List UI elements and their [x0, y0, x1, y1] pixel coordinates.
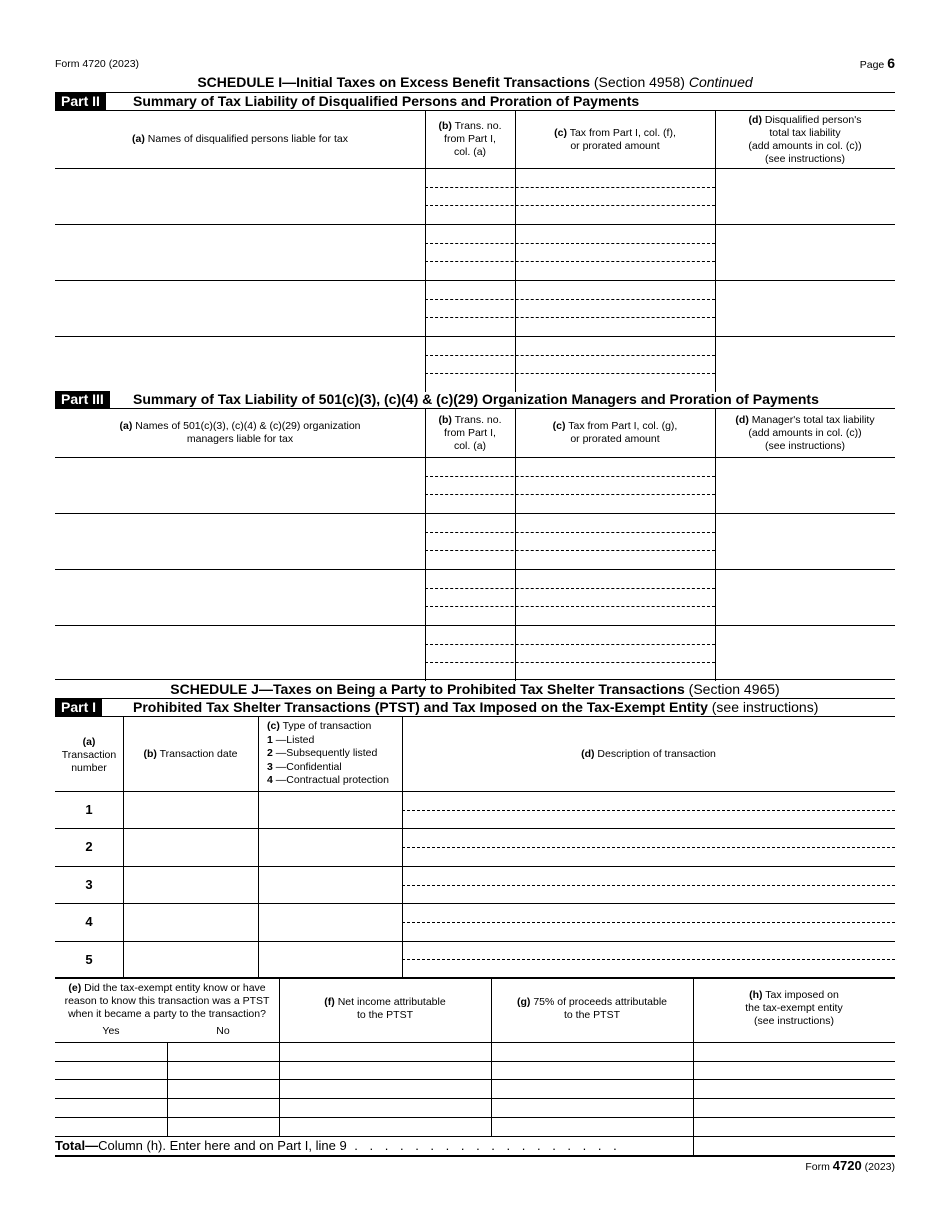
name-input[interactable]	[56, 627, 422, 679]
tax-amount-input[interactable]	[516, 589, 714, 606]
trans-no-input[interactable]	[426, 663, 514, 680]
description-dashed-rule	[402, 885, 895, 886]
transaction-type-label: —Confidential	[275, 760, 342, 773]
row-rule	[55, 903, 895, 904]
tax-amount-input[interactable]	[516, 514, 714, 531]
trans-no-input[interactable]	[426, 607, 514, 624]
transaction-type-item	[267, 761, 389, 775]
name-input[interactable]	[56, 338, 422, 390]
sched-j-col-d-header: (d) Description of transaction	[581, 748, 716, 760]
tax-amount-input[interactable]	[516, 663, 714, 680]
footer-year: (2023)	[864, 1161, 895, 1173]
net-income-input[interactable]	[280, 1118, 490, 1135]
total-liability-input[interactable]	[716, 282, 894, 334]
trans-no-input[interactable]	[426, 589, 514, 606]
net-income-input[interactable]	[280, 1043, 490, 1060]
part-iii-title: Summary of Tax Liability of 501(c)(3), (c)(4) & (c)(29) Organization Managers and Proration of Payments	[133, 391, 819, 407]
part-iii-label: Part III	[55, 391, 110, 408]
part-ii-col-c-header: (c) Tax from Part I, col. (f), or prorated amount	[554, 127, 676, 152]
tax-amount-input[interactable]	[516, 458, 714, 475]
schedule-j-title	[55, 681, 895, 697]
sched-j-col-h-header: (h) Tax imposed on the tax-exempt entity (see instructions)	[745, 989, 843, 1027]
total-line-label	[55, 1138, 621, 1153]
form-footer	[805, 1158, 895, 1173]
trans-no-input[interactable]	[426, 337, 514, 354]
schedule-i-section: (Section 4958)	[593, 74, 685, 90]
sched-j-col-b-header: (b) Transaction date	[143, 748, 238, 760]
total-liability-input[interactable]	[716, 515, 894, 567]
trans-no-input[interactable]	[426, 458, 514, 475]
part-ii-col-a-header: (a) Names of disqualified persons liable for tax	[132, 133, 348, 145]
part-iii-col-b-header: (b) Trans. no. from Part I, col. (a)	[438, 414, 502, 452]
net-income-input[interactable]	[280, 1099, 490, 1116]
transaction-type-number: 2	[267, 747, 276, 759]
schedule-j-part-i-title-text: Prohibited Tax Shelter Transactions (PTST) and Tax Imposed on the Tax-Exempt Entity	[133, 699, 708, 715]
description-dashed-rule	[402, 959, 895, 960]
trans-no-input[interactable]	[426, 206, 514, 223]
proceeds-input[interactable]	[492, 1043, 692, 1060]
transaction-date-input[interactable]	[124, 830, 257, 863]
transaction-type-item	[267, 747, 389, 761]
description-dashed-rule	[402, 922, 895, 923]
transaction-date-input[interactable]	[124, 868, 257, 901]
yes-input[interactable]	[56, 1062, 166, 1079]
trans-no-input[interactable]	[426, 645, 514, 662]
sched-j-col-f-header: (f) Net income attributable to the PTST	[324, 996, 446, 1021]
trans-no-input[interactable]	[426, 570, 514, 587]
proceeds-input[interactable]	[492, 1118, 692, 1135]
rule	[55, 110, 895, 111]
yes-input[interactable]	[56, 1080, 166, 1097]
rule	[55, 408, 895, 409]
transaction-row-number: 4	[85, 914, 93, 930]
sched-j-col-c-header: (c) Type of transaction 1 —Listed 2 —Subsequently listed 3 —Confidential 4 —Contractual protection	[267, 720, 389, 786]
no-input[interactable]	[168, 1080, 278, 1097]
part-ii-col-b-header: (b) Trans. no. from Part I, col. (a)	[438, 120, 502, 158]
sched-j-col-e-header: (e) Did the tax-exempt entity know or have reason to know this transaction was a PTST when it became a party to the transaction?	[64, 982, 270, 1020]
part-ii-label: Part II	[55, 93, 106, 110]
tax-amount-input[interactable]	[516, 169, 714, 186]
trans-no-input[interactable]	[426, 281, 514, 298]
tax-amount-input[interactable]	[516, 645, 714, 662]
transaction-type-label: —Subsequently listed	[275, 747, 378, 759]
row-rule	[55, 941, 895, 942]
transaction-type-input[interactable]	[259, 943, 401, 976]
name-input[interactable]	[56, 170, 422, 222]
tax-amount-input[interactable]	[516, 337, 714, 354]
sched-j-col-e-no: No	[216, 1025, 230, 1037]
bottom-rule	[55, 1155, 895, 1157]
tax-imposed-input[interactable]	[694, 1062, 894, 1079]
schedule-j-part-i-title-suffix: (see instructions)	[711, 699, 819, 715]
net-income-input[interactable]	[280, 1080, 490, 1097]
transaction-row-number: 3	[85, 876, 93, 892]
transaction-type-number: 3	[267, 760, 276, 773]
schedule-j-section: (Section 4965)	[688, 681, 780, 697]
schedule-i-title-text: SCHEDULE I—Initial Taxes on Excess Benefit Transactions	[197, 74, 590, 90]
tax-amount-input[interactable]	[516, 356, 714, 373]
tax-amount-input[interactable]	[516, 533, 714, 550]
no-input[interactable]	[168, 1118, 278, 1135]
tax-amount-input[interactable]	[516, 495, 714, 512]
total-liability-input[interactable]	[716, 170, 894, 222]
trans-no-input[interactable]	[426, 374, 514, 391]
tax-amount-input[interactable]	[516, 477, 714, 494]
transaction-date-input[interactable]	[124, 905, 257, 938]
proceeds-input[interactable]	[492, 1080, 692, 1097]
form-header-left: Form 4720 (2023)	[55, 58, 140, 70]
transaction-date-input[interactable]	[124, 793, 257, 826]
transaction-type-input[interactable]	[259, 905, 401, 938]
leader-dots: . . . . . . . . . . . . . . . . . .	[354, 1138, 621, 1153]
transaction-row-number: 1	[85, 802, 93, 817]
schedule-j-title-text: SCHEDULE J—Taxes on Being a Party to Prohibited Tax Shelter Transactions	[170, 681, 685, 697]
description-dashed-rule	[402, 810, 895, 811]
no-input[interactable]	[168, 1099, 278, 1116]
rule	[55, 716, 895, 717]
trans-no-input[interactable]	[426, 514, 514, 531]
schedule-j-part-i-label: Part I	[55, 699, 102, 716]
tax-amount-input[interactable]	[516, 262, 714, 279]
tax-amount-input[interactable]	[516, 281, 714, 298]
transaction-date-input[interactable]	[124, 943, 257, 976]
sched-j-col-e-yes: Yes	[102, 1025, 120, 1037]
total-liability-input[interactable]	[716, 627, 894, 679]
sched-j-col-a-header: (a) Transaction number	[61, 736, 117, 774]
trans-no-input[interactable]	[426, 356, 514, 373]
header-rule	[55, 791, 895, 792]
transaction-row-number: 2	[85, 839, 93, 855]
part-iii-col-d-header: (d) Manager's total tax liability (add amounts in col. (c)) (see instructions)	[735, 414, 875, 452]
transaction-type-list	[267, 734, 389, 788]
tax-imposed-input[interactable]	[694, 1118, 894, 1135]
trans-no-input[interactable]	[426, 169, 514, 186]
total-liability-input[interactable]	[716, 459, 894, 511]
part-ii-col-d-header: (d) Disqualified person's total tax liability (add amounts in col. (c)) (see instructions)	[748, 114, 862, 165]
no-input[interactable]	[168, 1043, 278, 1060]
rule	[55, 679, 895, 680]
tax-amount-input[interactable]	[516, 318, 714, 335]
page-label: Page	[859, 59, 885, 71]
transaction-type-number: 1	[267, 733, 276, 746]
total-bold: Total—	[55, 1138, 99, 1153]
trans-no-input[interactable]	[426, 318, 514, 335]
transaction-type-input[interactable]	[259, 868, 401, 901]
trans-no-input[interactable]	[426, 477, 514, 494]
part-ii-title: Summary of Tax Liability of Disqualified Persons and Proration of Payments	[133, 93, 640, 109]
sched-j-col-g-header: (g) 75% of proceeds attributable to the PTST	[516, 996, 667, 1021]
tax-amount-input[interactable]	[516, 206, 714, 223]
description-dashed-rule	[402, 847, 895, 848]
proceeds-input[interactable]	[492, 1099, 692, 1116]
trans-no-input[interactable]	[426, 225, 514, 242]
yes-input[interactable]	[56, 1118, 166, 1135]
yes-input[interactable]	[56, 1043, 166, 1060]
trans-no-input[interactable]	[426, 262, 514, 279]
tax-imposed-input[interactable]	[694, 1099, 894, 1116]
trans-no-input[interactable]	[426, 551, 514, 568]
tax-amount-input[interactable]	[516, 300, 714, 317]
part-iii-col-c-header: (c) Tax from Part I, col. (g), or prorated amount	[552, 420, 678, 445]
tax-amount-input[interactable]	[516, 570, 714, 587]
trans-no-input[interactable]	[426, 244, 514, 261]
trans-no-input[interactable]	[426, 533, 514, 550]
page-number	[860, 55, 895, 71]
transaction-type-item	[267, 734, 389, 748]
transaction-type-input[interactable]	[259, 793, 401, 826]
schedule-i-title	[55, 74, 895, 90]
tax-imposed-input[interactable]	[694, 1080, 894, 1097]
tax-imposed-input[interactable]	[694, 1043, 894, 1060]
trans-no-input[interactable]	[426, 495, 514, 512]
name-input[interactable]	[56, 515, 422, 567]
row-rule	[55, 828, 895, 829]
trans-no-input[interactable]	[426, 300, 514, 317]
part-iii-col-a-header: (a) Names of 501(c)(3), (c)(4) & (c)(29) organization managers liable for tax	[119, 420, 361, 445]
transaction-type-input[interactable]	[259, 830, 401, 863]
net-income-input[interactable]	[280, 1062, 490, 1079]
total-text: Column (h). Enter here and on Part I, line 9	[98, 1138, 347, 1153]
row-rule	[55, 866, 895, 867]
transaction-type-label: —Listed	[275, 733, 315, 746]
schedule-i-continued: Continued	[688, 74, 753, 90]
section-rule	[55, 977, 895, 979]
total-input[interactable]	[694, 1136, 894, 1154]
transaction-type-item	[267, 774, 389, 788]
no-input[interactable]	[168, 1062, 278, 1079]
tax-amount-input[interactable]	[516, 244, 714, 261]
trans-no-input[interactable]	[426, 188, 514, 205]
total-liability-input[interactable]	[716, 226, 894, 278]
name-input[interactable]	[56, 459, 422, 511]
yes-input[interactable]	[56, 1099, 166, 1116]
trans-no-input[interactable]	[426, 626, 514, 643]
tax-amount-input[interactable]	[516, 551, 714, 568]
transaction-type-label: —Contractual protection	[275, 774, 389, 786]
footer-form-label: Form	[805, 1161, 830, 1173]
name-input[interactable]	[56, 571, 422, 623]
name-input[interactable]	[56, 282, 422, 334]
footer-form-number: 4720	[832, 1158, 862, 1173]
page-number-value: 6	[887, 55, 895, 71]
tax-amount-input[interactable]	[516, 607, 714, 624]
tax-amount-input[interactable]	[516, 225, 714, 242]
name-input[interactable]	[56, 226, 422, 278]
proceeds-input[interactable]	[492, 1062, 692, 1079]
tax-amount-input[interactable]	[516, 188, 714, 205]
tax-amount-input[interactable]	[516, 374, 714, 391]
schedule-j-part-i-title	[133, 699, 818, 716]
total-liability-input[interactable]	[716, 338, 894, 390]
total-liability-input[interactable]	[716, 571, 894, 623]
transaction-type-number: 4	[267, 774, 276, 786]
tax-amount-input[interactable]	[516, 626, 714, 643]
transaction-row-number: 5	[85, 951, 93, 967]
